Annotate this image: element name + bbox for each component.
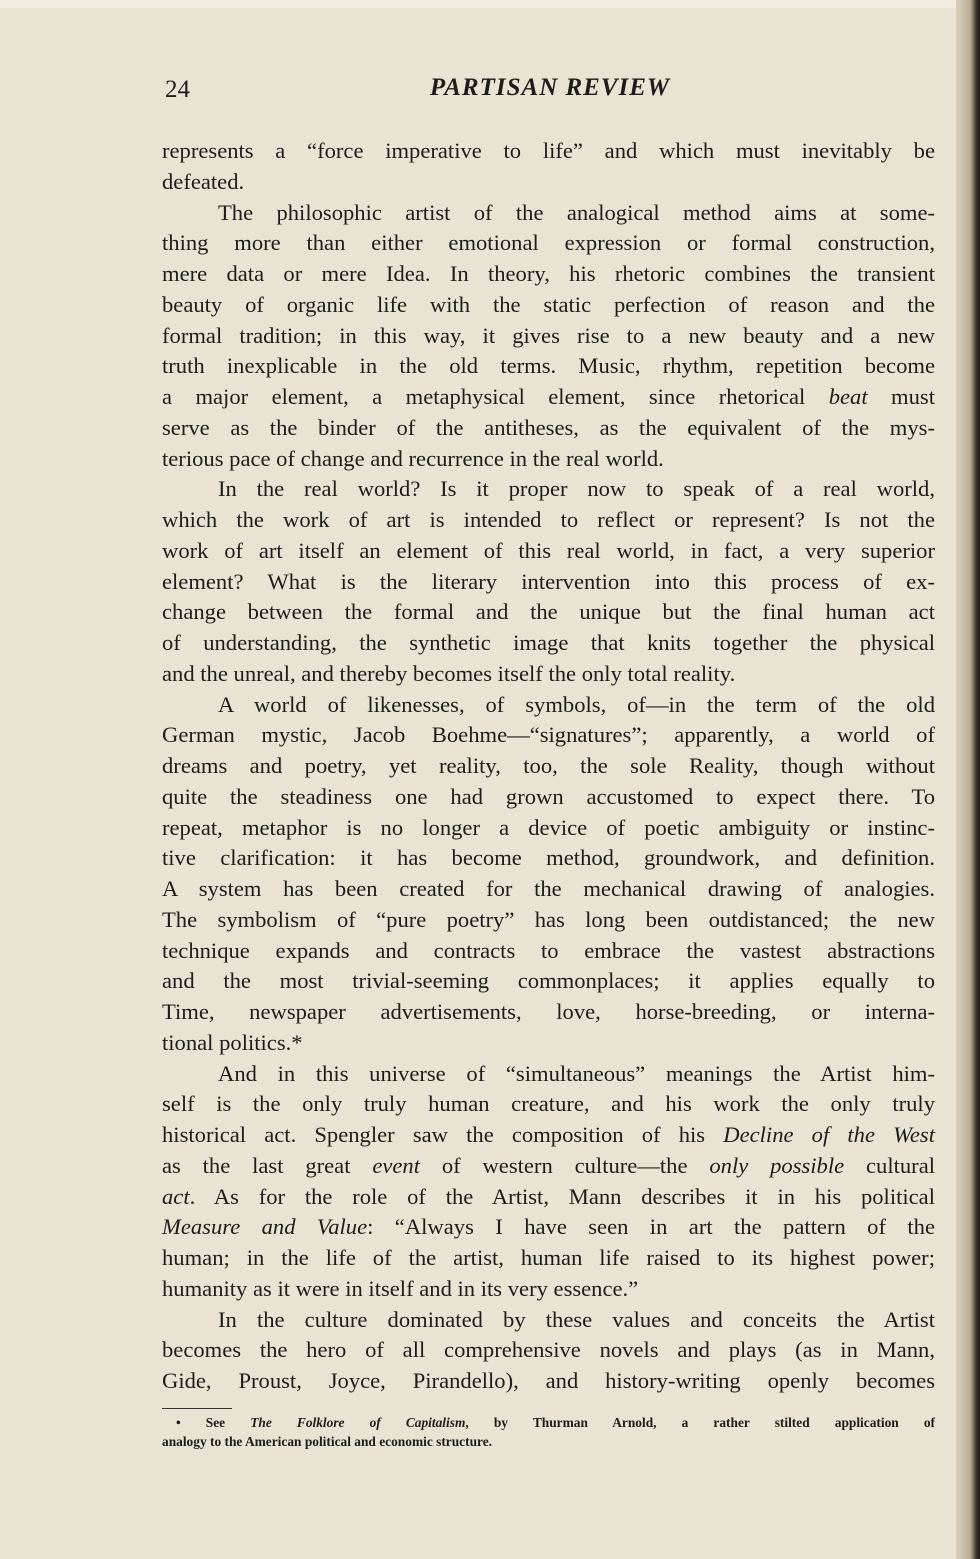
text-line: which the work of art is intended to reflect or represent? Is not the xyxy=(162,507,935,532)
text-line: dreams and poetry, yet reality, too, the sole Reality, though without xyxy=(162,753,935,778)
text-line: quite the steadiness one had grown accustomed to expect there. To xyxy=(162,783,935,809)
page-top-edge xyxy=(0,0,980,8)
text-line: The symbolism of “pure poetry” has long been outdistanced; the new xyxy=(162,906,935,932)
text-line: becomes the hero of all comprehensive novels and plays (as in Mann, xyxy=(162,1337,935,1363)
text-line: change between the formal and the unique but the final human act xyxy=(162,599,935,625)
running-title: PARTISAN REVIEW xyxy=(429,74,671,101)
text-line: In the real world? Is it proper now to speak of a real world, xyxy=(218,476,935,502)
italic-text: The Folklore of Capitalism xyxy=(250,1415,466,1430)
text-line: tive clarification: it has become method, groundwork, and definition. xyxy=(162,845,935,871)
text-line: humanity as it were in itself and in its very essence.” xyxy=(162,1275,639,1301)
footnote-line: • See The Folklore of Capitalism, by Thurman Arnold, a rather stilted application of xyxy=(176,1415,935,1430)
text-line: tional politics.* xyxy=(162,1029,303,1055)
text-line: A world of likenesses, of symbols, of—in the term of the old xyxy=(218,691,935,717)
page-binding-edge xyxy=(956,0,980,1559)
text-line: work of art itself an element of this real world, in fact, a very superior xyxy=(162,537,935,563)
text-line: represents a “force imperative to life” and which must inevitably be xyxy=(162,138,935,163)
text-line: Measure and Value: “Always I have seen in art the pattern of the xyxy=(162,1214,935,1240)
text-line: Time, newspaper advertisements, love, horse-breeding, or interna- xyxy=(162,999,935,1024)
text-line: truth inexplicable in the old terms. Music, rhythm, repetition become xyxy=(162,353,935,379)
text-line: Gide, Proust, Joyce, Pirandello), and history-writing openly becomes xyxy=(162,1368,935,1393)
text-line: technique expands and contracts to embrace the vastest abstractions xyxy=(162,937,935,963)
text-line: self is the only truly human creature, and his work the only truly xyxy=(162,1091,935,1117)
text-line: repeat, metaphor is no longer a device of poetic ambiguity or instinc- xyxy=(162,814,935,840)
text-line: historical act. Spengler saw the composition of his Decline of the West xyxy=(162,1122,936,1147)
text-line: German mystic, Jacob Boehme—“signatures”; apparently, a world of xyxy=(162,722,935,748)
text-line: act. As for the role of the Artist, Mann describes it in his political xyxy=(162,1183,935,1209)
text-line: thing more than either emotional expression or formal construction, xyxy=(162,230,935,256)
text-line: a major element, a metaphysical element, since rhetorical beat must xyxy=(162,384,935,409)
text-line: mere data or mere Idea. In theory, his rhetoric combines the transient xyxy=(162,261,935,286)
text-line: terious pace of change and recurrence in the real world. xyxy=(162,445,664,471)
text-line: and the unreal, and thereby becomes itself the only total reality. xyxy=(162,660,736,686)
footnote xyxy=(162,1413,935,1451)
text-line: as the last great event of western culture—the only possible cultural xyxy=(162,1152,936,1178)
italic-text: beat xyxy=(828,384,868,409)
page-number: 24 xyxy=(165,76,190,103)
footnote-rule xyxy=(162,1408,232,1409)
text-line: element? What is the literary intervention into this process of ex- xyxy=(162,568,935,594)
italic-text: act xyxy=(162,1183,190,1209)
text-line: serve as the binder of the antitheses, as the equivalent of the mys- xyxy=(162,414,935,440)
italic-text: only possible xyxy=(709,1152,845,1178)
text-line: A system has been created for the mechanical drawing of analogies. xyxy=(162,876,935,901)
text-line: of understanding, the synthetic image that knits together the physical xyxy=(162,630,935,655)
italic-text: Measure and Value xyxy=(162,1214,368,1240)
text-line: formal tradition; in this way, it gives rise to a new beauty and a new xyxy=(162,322,935,348)
italic-text: Decline of the West xyxy=(723,1122,936,1147)
body-text xyxy=(162,136,935,1397)
text-line: In the culture dominated by these values and conceits the Artist xyxy=(218,1306,935,1332)
text-line: defeated. xyxy=(162,168,245,194)
text-line: human; in the life of the artist, human life raised to its highest power; xyxy=(162,1245,935,1270)
text-line: The philosophic artist of the analogical method aims at some- xyxy=(218,199,935,225)
footnote-line: analogy to the American political and economic structure. xyxy=(162,1434,493,1449)
text-line: and the most trivial-seeming commonplaces; it applies equally to xyxy=(162,968,935,994)
italic-text: event xyxy=(372,1152,420,1178)
text-line: beauty of organic life with the static perfection of reason and the xyxy=(162,291,935,317)
text-line: And in this universe of “simultaneous” meanings the Artist him- xyxy=(218,1060,935,1086)
